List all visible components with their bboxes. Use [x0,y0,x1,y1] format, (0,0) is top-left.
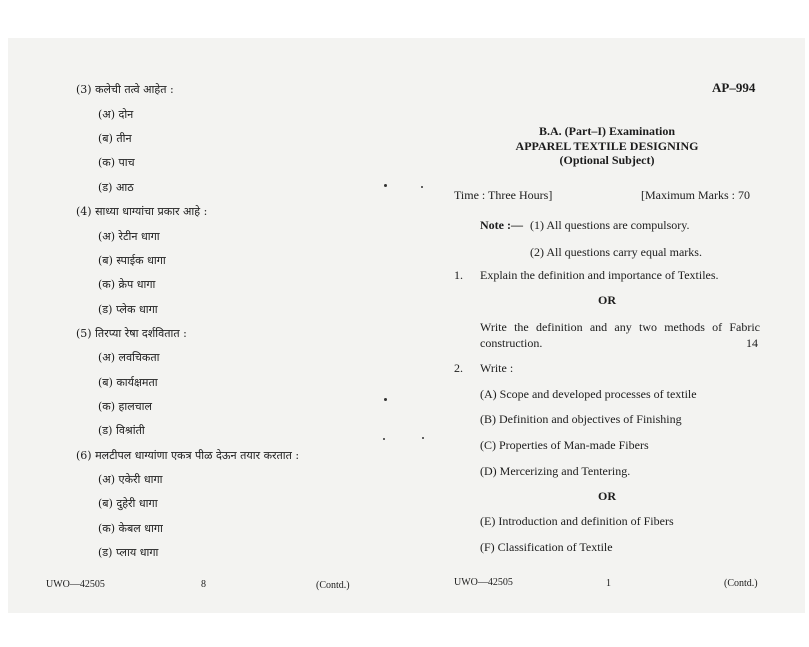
q3-option-d: (ड) आठ [98,181,134,194]
subject-title: APPAREL TEXTILE DESIGNING [515,139,699,153]
q2-item-b: (B) Definition and objectives of Finishing [480,412,682,426]
q6-option-a: (अ) एकेरी धागा [98,473,163,486]
right-footer-code: UWO—42505 [454,577,513,588]
question-6: (6) मलटीपल धाग्यांणा एकत्र पीळ देऊन तयार करतात : [76,449,300,462]
or-divider-2: OR [598,489,616,503]
q4-option-d: (ड) प्लेक धागा [98,303,158,316]
q6-option-b: (ब) दुहेरी धागा [98,497,158,510]
q4-option-c: (क) क्रेप धागा [98,278,156,291]
q6-option-d: (ड) प्लाय धागा [98,546,159,559]
or-divider-1: OR [598,293,616,307]
q1-number: 1. [454,268,463,282]
q3-option-b: (ब) तीन [98,132,132,145]
left-footer-contd: (Contd.) [316,580,350,591]
question-5: (5) तिरप्या रेषा दर्शवितात : [76,327,187,340]
note-2: (2) All questions carry equal marks. [530,245,702,259]
right-footer-page-number: 1 [606,578,611,589]
q5-option-a: (अ) लवचिकता [98,351,160,364]
paper-code: AP–994 [712,80,756,95]
q1-alternative: Write the definition and any two methods of Fabric construction. [480,320,760,350]
scan-speck [384,184,387,187]
q1-marks: 14 [746,336,758,350]
question-4: (4) साध्या धाग्यांचा प्रकार आहे : [76,205,208,218]
q2-text: Write : [480,361,514,375]
right-footer-contd: (Contd.) [724,578,758,589]
left-footer-page-number: 8 [201,579,206,590]
q4-option-a: (अ) रेटीन धागा [98,230,160,243]
question-3: (3) कलेची तत्वे आहेत : [76,83,174,96]
q3-option-a: (अ) दोन [98,108,134,121]
exam-title: B.A. (Part–I) Examination [539,124,675,138]
q5-option-d: (ड) विश्रांती [98,424,145,437]
q5-option-b: (ब) कार्यक्षमता [98,376,158,389]
scan-speck [421,186,423,188]
q2-item-e: (E) Introduction and definition of Fibers [480,514,674,528]
subject-note: (Optional Subject) [559,153,655,167]
q2-item-d: (D) Mercerizing and Tentering. [480,464,631,478]
q2-item-a: (A) Scope and developed processes of textile [480,387,697,401]
q2-item-c: (C) Properties of Man-made Fibers [480,438,649,452]
q2-item-f: (F) Classification of Textile [480,540,613,554]
q5-option-c: (क) हालचाल [98,400,152,413]
scan-speck [384,398,387,401]
maximum-marks: [Maximum Marks : 70 [641,188,750,202]
q2-number: 2. [454,361,463,375]
scan-speck [383,438,385,440]
q4-option-b: (ब) स्पाईक धागा [98,254,166,267]
note-1: (1) All questions are compulsory. [530,218,690,232]
note-label: Note :— [480,218,523,232]
scan-speck [422,437,424,439]
time-allowed: Time : Three Hours] [454,188,553,202]
q1-text: Explain the definition and importance of Textiles. [480,268,719,282]
q6-option-c: (क) केबल धागा [98,522,163,535]
q3-option-c: (क) पाच [98,156,135,169]
left-footer-code: UWO—42505 [46,579,105,590]
